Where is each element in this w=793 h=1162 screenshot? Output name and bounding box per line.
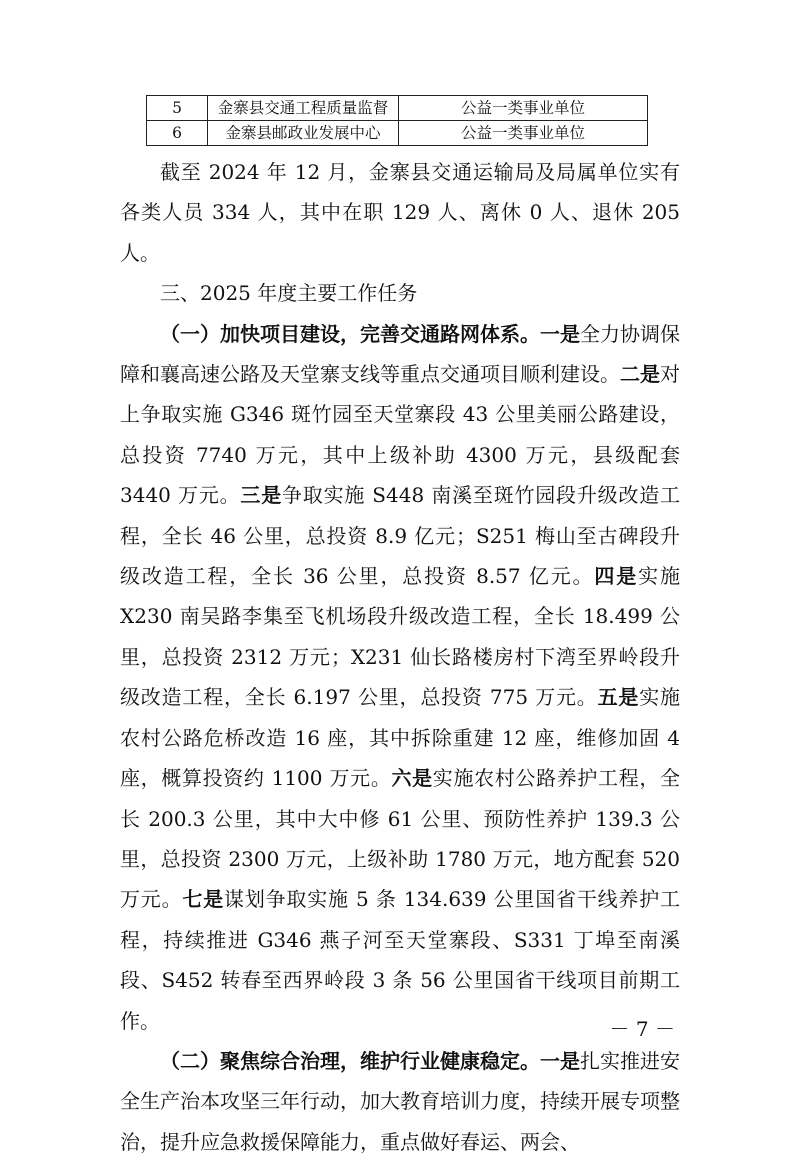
item-text: 扎实推进安全生产治本攻坚三年行动，加大教育培训力度，持续开展专项整治，提升应急救援保障能力，重点做好春运、两会、 [120, 1048, 680, 1154]
item-text: 谋划争取实施 5 条 134.639 公里国省干线养护工程，持续推进 G346 燕子河至天堂寨段、S331 丁埠至南溪段、S452 转春至西界岭段 3 条 56 公里国省干线项目前期工作。 [120, 887, 681, 1033]
item-label: 一是 [540, 1048, 580, 1073]
item-label: 三是 [240, 483, 282, 508]
staff-paragraph: 截至 2024 年 12 月，金寨县交通运输局及局属单位实有各类人员 334 人，其中在职 129 人、离休 0 人、退休 205 人。 [120, 160, 680, 265]
unit-type: 公益一类事业单位 [399, 96, 648, 121]
governance-paragraph [120, 1041, 680, 1162]
item-text: 实施农村公路养护工程，全长 200.3 公里，其中大中修 61 公里、预防性养护 139.3 公里，总投资 2300 万元，上级补助 1780 万元，地方配套 520 万元。 [120, 766, 681, 912]
item-text: 实施农村公路危桥改造 16 座，其中拆除重建 12 座，维修加固 4 座，概算投资约 1100 万元。 [120, 685, 681, 791]
units-table [146, 95, 648, 146]
item-text: 对上争取实施 G346 斑竹园至天堂寨段 43 公里美丽公路建设，总投资 7740 万元，其中上级补助 4300 万元，县级配套 3440 万元。 [120, 362, 680, 508]
item-text: 争取实施 S448 南溪至斑竹园段升级改造工程，全长 46 公里，总投资 8.9 亿元；S251 梅山至古碑段升级改造工程，全长 36 公里，总投资 8.57 亿元。 [120, 483, 680, 589]
item-label: 六是 [391, 766, 433, 791]
item-label: 五是 [597, 685, 640, 710]
page-number: － 7 － [609, 1017, 675, 1041]
row-number: 6 [147, 121, 208, 146]
paragraph-title: （二）聚焦综合治理，维护行业健康稳定。 [160, 1048, 540, 1073]
item-label: 二是 [620, 362, 660, 387]
item-text: 全力协调保障和襄高速公路及天堂寨支线等重点交通项目顺利建设。 [120, 321, 680, 387]
table-row [147, 96, 648, 121]
document-body [120, 152, 680, 1162]
unit-name: 金寨县交通工程质量监督 [208, 96, 399, 121]
section-heading: 三、2025 年度主要工作任务 [160, 281, 418, 306]
item-label: 七是 [182, 887, 225, 912]
unit-name: 金寨县邮政业发展中心 [208, 121, 399, 146]
item-label: 四是 [594, 564, 639, 589]
row-number: 5 [147, 96, 208, 121]
paragraph-title: （一）加快项目建设，完善交通路网体系。 [160, 321, 540, 346]
unit-type: 公益一类事业单位 [399, 121, 648, 146]
item-text: 实施 X230 南吴路李集至飞机场段升级改造工程，全长 18.499 公里，总投资 2312 万元；X231 仙长路楼房村下湾至界岭段升级改造工程，全长 6.197 公里，总投资 775 万元。 [120, 564, 680, 710]
project-paragraph [120, 314, 680, 1041]
table-row [147, 121, 648, 146]
item-label: 一是 [540, 321, 580, 346]
